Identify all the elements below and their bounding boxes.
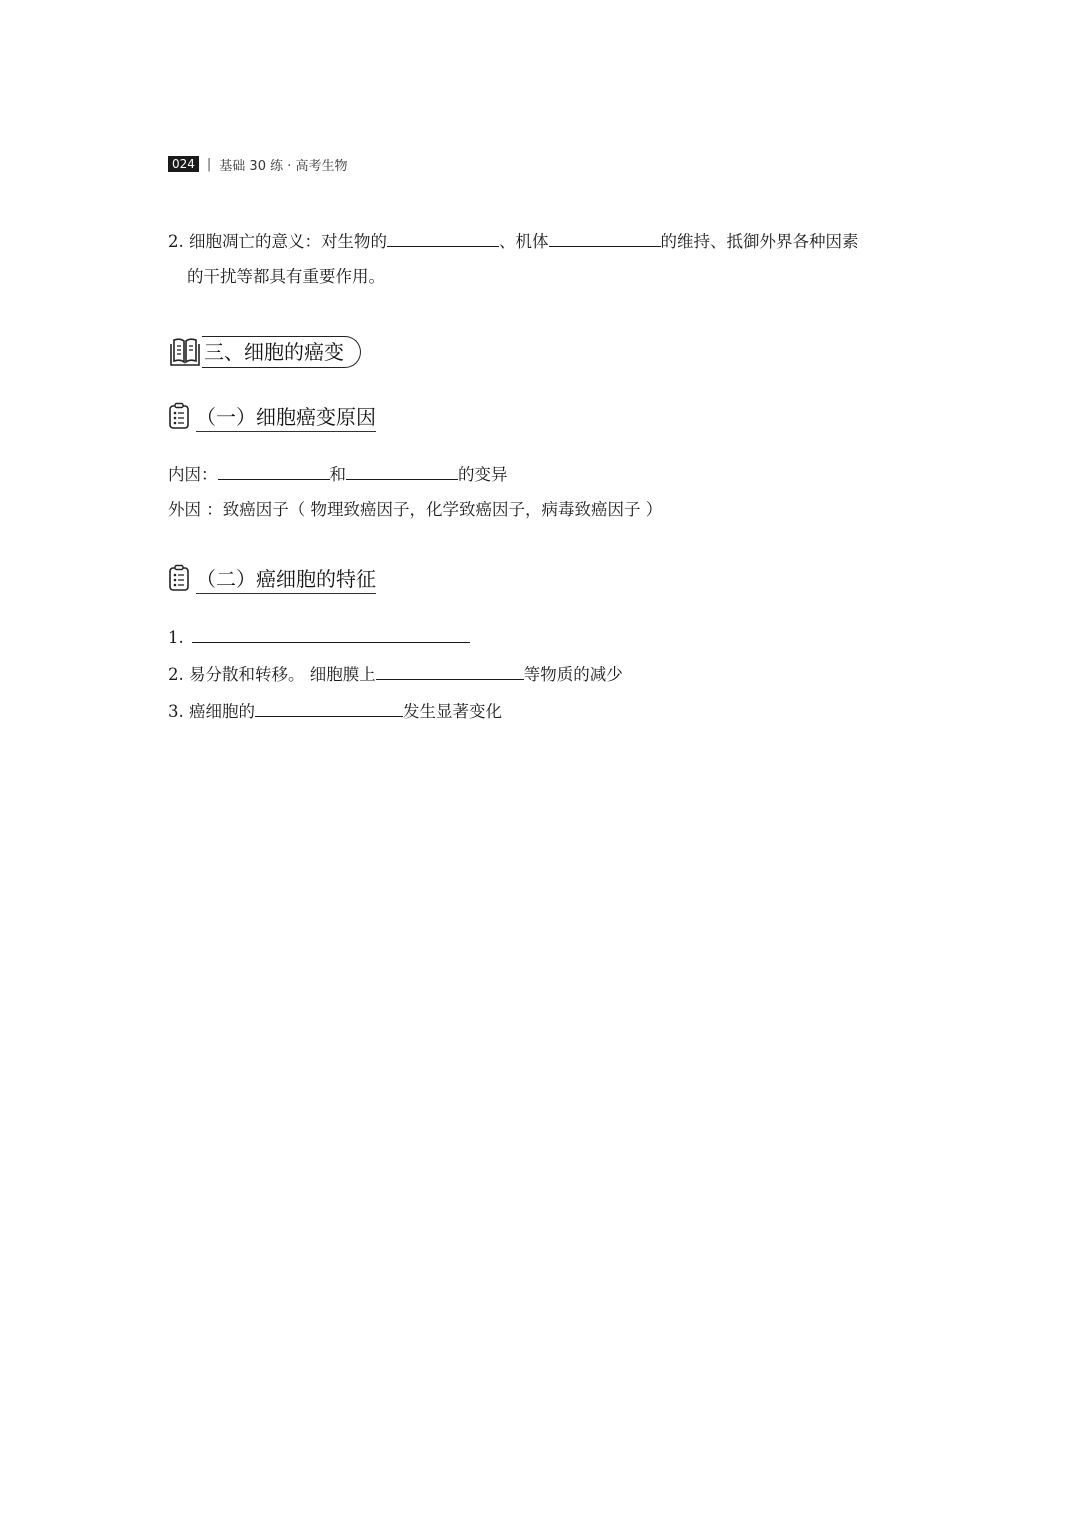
open-book-icon (168, 335, 202, 369)
feature-item-2 (168, 662, 623, 686)
q2-text-a: 2. 细胞凋亡的意义：对生物的 (168, 232, 387, 251)
feature-item-1 (168, 625, 470, 649)
item3-text-a: 3. 癌细胞的 (168, 702, 255, 721)
clipboard-checklist-icon (168, 564, 190, 592)
internal-label: 内因： (168, 465, 218, 484)
subsection-title: （一）细胞癌变原因 (196, 404, 376, 432)
subsection-title: （二）癌细胞的特征 (196, 566, 376, 594)
page-number: 024 (168, 156, 199, 172)
answer-blank[interactable] (387, 229, 499, 247)
answer-blank[interactable] (376, 662, 524, 680)
item2-text-a: 2. 易分散和转移。 细胞膜上 (168, 665, 376, 684)
feature-item-3 (168, 699, 502, 723)
item2-text-b: 等物质的减少 (523, 665, 623, 684)
internal-cause-line (168, 462, 508, 486)
answer-blank[interactable] (346, 462, 458, 480)
internal-joiner: 和 (329, 465, 346, 484)
section-title: 三、细胞的癌变 (202, 336, 361, 368)
subsection-heading (168, 564, 376, 594)
q2-text-b: 、机体 (499, 232, 549, 251)
q2-line1 (168, 229, 859, 253)
q2-line2: 的干扰等都具有重要作用。 (187, 267, 385, 286)
answer-blank[interactable] (255, 699, 403, 717)
clipboard-checklist-icon (168, 402, 190, 430)
answer-blank[interactable] (549, 229, 661, 247)
answer-blank[interactable] (218, 462, 330, 480)
item3-text-b: 发生显著变化 (403, 702, 502, 721)
subsection-heading (168, 402, 376, 432)
section-heading (168, 334, 361, 370)
header-separator: | (206, 156, 212, 172)
book-title: 基础 30 练 · 高考生物 (219, 158, 348, 174)
answer-blank[interactable] (192, 625, 470, 643)
q2-text-c: 的维持、抵御外界各种因素 (660, 232, 859, 251)
external-cause-line: 外因 ：致癌因子（ 物理致癌因子，化学致癌因子，病毒致癌因子 ） (168, 500, 663, 519)
page-header (168, 154, 348, 174)
item-number: 1. (168, 628, 184, 647)
internal-suffix: 的变异 (458, 465, 508, 484)
